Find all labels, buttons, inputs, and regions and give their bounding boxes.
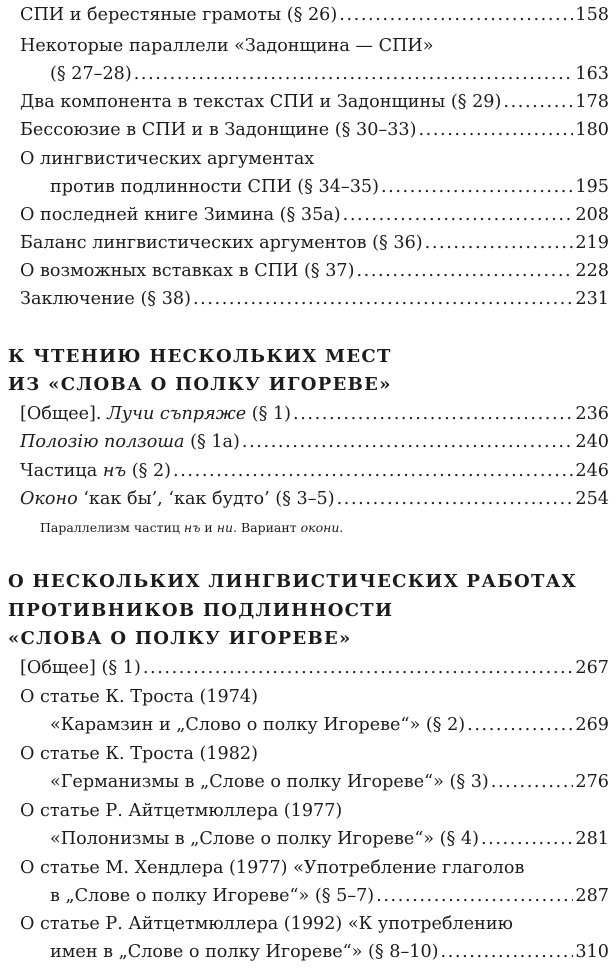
page-number: 228 — [575, 261, 609, 281]
page-number: 163 — [575, 64, 609, 84]
entry-title: [Общее]. Лучи съпряже (§ 1) — [20, 404, 292, 424]
leader-dots — [173, 457, 573, 485]
entry-title-line1: О статье Р. Айтцетмюллера (1977) — [20, 801, 343, 821]
entry-title: Частица нъ (§ 2) — [20, 461, 172, 481]
entry-title-line1: Некоторые параллели «Задонщина — СПИ» — [20, 36, 434, 56]
page-number: 236 — [575, 404, 609, 424]
section-heading-line: «СЛОВА О ПОЛКУ ИГОРЕВЕ» — [8, 628, 352, 649]
leader-dots — [441, 938, 574, 966]
toc-entry[interactable] — [20, 257, 609, 285]
toc-entry[interactable] — [20, 285, 609, 313]
section-heading-line: К ЧТЕНИЮ НЕСКОЛЬКИХ МЕСТ — [8, 346, 392, 367]
entry-title: «Карамзин и „Слово о полку Игореве“» (§ 2) — [50, 715, 466, 735]
toc-entry[interactable] — [20, 400, 609, 428]
leader-dots — [425, 229, 574, 257]
leader-dots — [481, 825, 573, 853]
leader-dots — [343, 201, 574, 229]
toc-entry[interactable] — [20, 683, 609, 739]
toc-entry[interactable] — [20, 457, 609, 485]
entry-title-line1: О статье М. Хендлера (1977) «Употребление глаголов — [20, 858, 525, 878]
section-heading-line: ИЗ «СЛОВА О ПОЛКУ ИГОРЕВЕ» — [8, 374, 392, 395]
entry-title: Два компонента в текстах СПИ и Задонщины (§ 29) — [20, 92, 502, 112]
entry-title: Баланс лингвистических аргументов (§ 36) — [20, 233, 423, 253]
entry-title: О возможных вставках в СПИ (§ 37) — [20, 261, 355, 281]
entry-title: Заключение (§ 38) — [20, 289, 191, 309]
page-number: 310 — [575, 942, 609, 962]
page-number: 287 — [575, 886, 609, 906]
leader-dots — [467, 711, 573, 739]
leader-dots — [293, 400, 573, 428]
page-number: 276 — [575, 772, 609, 792]
leader-dots — [503, 88, 573, 116]
page-number: 281 — [575, 829, 609, 849]
leader-dots — [193, 285, 573, 313]
page-number: 178 — [575, 92, 609, 112]
entry-title: «Германизмы в „Слове о полку Игореве“» (§ 3) — [50, 772, 489, 792]
page-number: 158 — [575, 5, 609, 25]
toc-entry[interactable] — [20, 88, 609, 116]
entry-title-line1: О статье К. Троста (1974) — [20, 687, 258, 707]
page-number: 180 — [575, 120, 609, 140]
entry-title: против подлинности СПИ (§ 34–35) — [50, 177, 379, 197]
page-number: 246 — [575, 461, 609, 481]
entry-title: О последней книге Зимина (§ 35а) — [20, 205, 341, 225]
toc-entry[interactable] — [20, 797, 609, 853]
leader-dots — [143, 654, 574, 682]
leader-dots — [491, 768, 574, 796]
section-heading-line: ПРОТИВНИКОВ ПОДЛИННОСТИ — [8, 600, 394, 621]
entry-title: Бессоюзие в СПИ и в Задонщине (§ 30–33) — [20, 120, 417, 140]
page-number: 195 — [575, 177, 609, 197]
toc-entry[interactable] — [20, 229, 609, 257]
entry-title-line1: О лингвистических аргументах — [20, 149, 315, 169]
toc-entry[interactable] — [20, 1, 609, 29]
entry-title: «Полонизмы в „Слове о полку Игореве“» (§ 4) — [50, 829, 479, 849]
page-number: 219 — [575, 233, 609, 253]
page-number: 269 — [575, 715, 609, 735]
entry-title-line1: О статье Р. Айтцетмюллера (1992) «К употреблению — [20, 914, 513, 934]
toc-entry[interactable] — [20, 116, 609, 144]
entry-title: в „Слове о полку Игореве“» (§ 5–7) — [50, 886, 375, 906]
toc-entry[interactable] — [20, 201, 609, 229]
entry-title: СПИ и берестяные грамоты (§ 26) — [20, 5, 338, 25]
toc-entry[interactable] — [20, 32, 609, 88]
leader-dots — [337, 485, 574, 513]
toc-entry[interactable] — [20, 740, 609, 796]
entry-note: Параллелизм частиц нъ и ни. Вариант окони. — [40, 520, 344, 535]
toc-entry[interactable] — [20, 428, 609, 456]
leader-dots — [356, 257, 573, 285]
page-number: 267 — [575, 658, 609, 678]
leader-dots — [381, 173, 573, 201]
leader-dots — [376, 882, 573, 910]
page-number: 208 — [575, 205, 609, 225]
entry-title: имен в „Слове о полку Игореве“» (§ 8–10) — [50, 942, 439, 962]
toc-entry[interactable] — [20, 145, 609, 201]
leader-dots — [134, 60, 574, 88]
page-number: 231 — [575, 289, 609, 309]
entry-title-line1: О статье К. Троста (1982) — [20, 744, 258, 764]
toc-entry[interactable] — [20, 654, 609, 682]
entry-title: Полозію ползоша (§ 1а) — [20, 432, 240, 452]
leader-dots — [242, 428, 573, 456]
section-heading-line: О НЕСКОЛЬКИХ ЛИНГВИСТИЧЕСКИХ РАБОТАХ — [8, 571, 577, 592]
page-number: 240 — [575, 432, 609, 452]
entry-title: (§ 27–28) — [50, 64, 132, 84]
entry-title: Оконо ‘как бы’, ‘как будто’ (§ 3–5) — [20, 489, 335, 509]
leader-dots — [339, 1, 573, 29]
page-number: 254 — [575, 489, 609, 509]
toc-entry[interactable] — [20, 910, 609, 966]
entry-title: [Общее] (§ 1) — [20, 658, 141, 678]
leader-dots — [418, 116, 573, 144]
toc-entry[interactable] — [20, 854, 609, 910]
toc-entry[interactable] — [20, 485, 609, 513]
